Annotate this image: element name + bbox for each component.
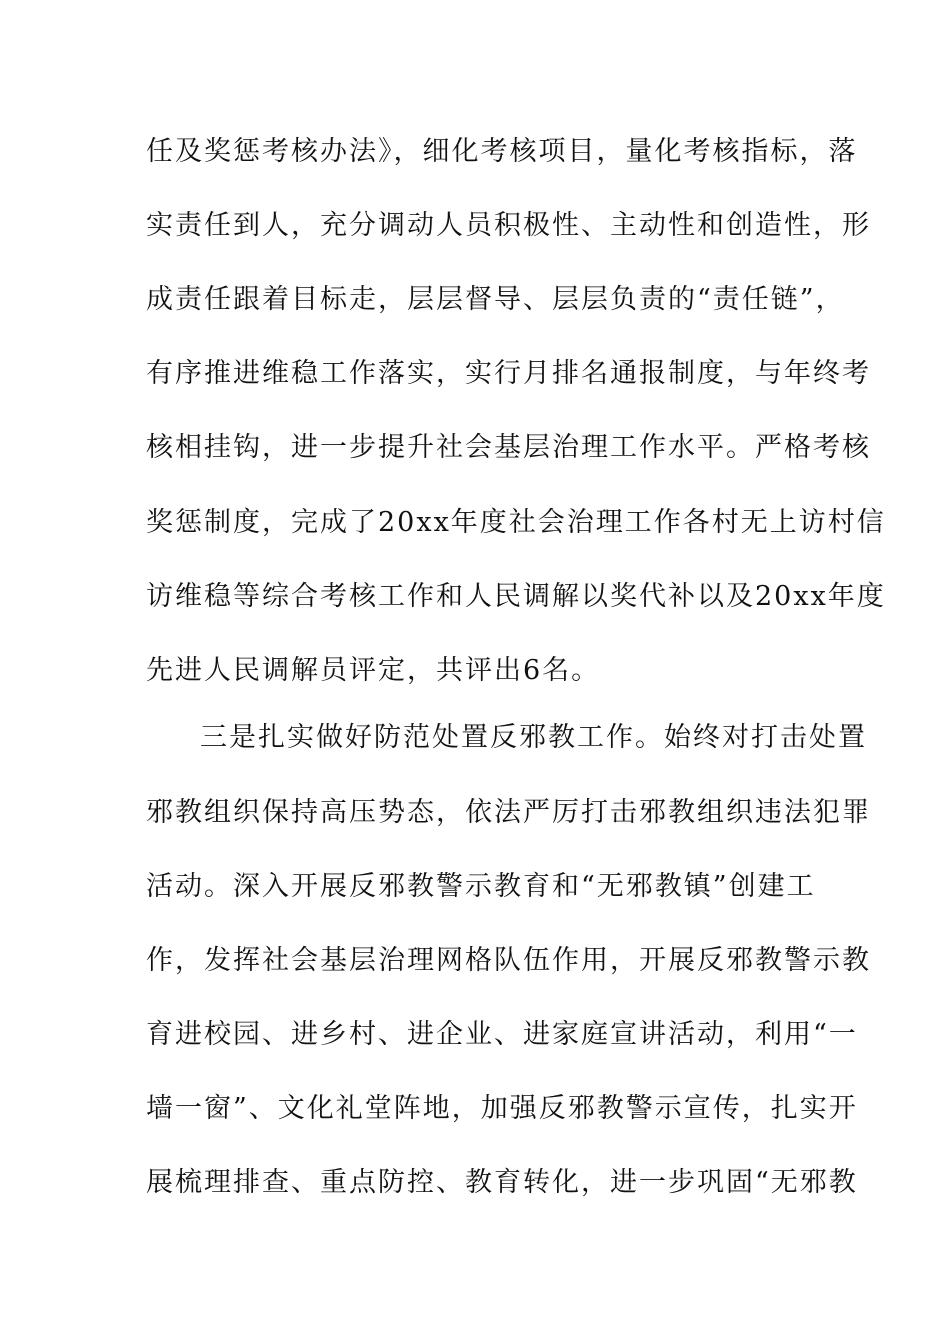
text-line-10: 邪教组织保持高压势态，依法严厉打击邪教组织违法犯罪 xyxy=(146,797,871,828)
text-line-1: 任及奖惩考核办法》，细化考核项目，量化考核指标，落 xyxy=(146,136,858,167)
text-line-14: 墙一窗”、文化礼堂阵地，加强反邪教警示宣传，扎实开 xyxy=(146,1093,858,1124)
text-line-5: 核相挂钩，进一步提升社会基层治理工作水平。严格考核 xyxy=(146,432,871,463)
text-line-12: 作，发挥社会基层治理网格队伍作用，开展反邪教警示教 xyxy=(146,945,871,976)
text-line-15: 展梳理排查、重点防控、教育转化，进一步巩固“无邪教 xyxy=(146,1167,858,1198)
text-line-7: 访维稳等综合考核工作和人民调解以奖代补以及20xx年度 xyxy=(146,581,886,612)
text-line-13: 育进校园、进乡村、进企业、进家庭宣讲活动，利用“一 xyxy=(146,1019,858,1050)
paragraph-start-line: 三是扎实做好防范处置反邪教工作。始终对打击处置 xyxy=(200,722,867,753)
text-line-4: 有序推进维稳工作落实，实行月排名通报制度，与年终考 xyxy=(146,358,871,389)
text-line-3: 成责任跟着目标走，层层督导、层层负责的“责任链”， xyxy=(146,284,845,315)
text-line-2: 实责任到人，充分调动人员积极性、主动性和创造性，形 xyxy=(146,210,871,241)
text-line-6: 奖惩制度，完成了20xx年度社会治理工作各村无上访村信 xyxy=(146,507,886,538)
text-line-11: 活动。深入开展反邪教警示教育和“无邪教镇”创建工 xyxy=(146,871,816,902)
text-line-8: 先进人民调解员评定，共评出6名。 xyxy=(146,655,601,686)
